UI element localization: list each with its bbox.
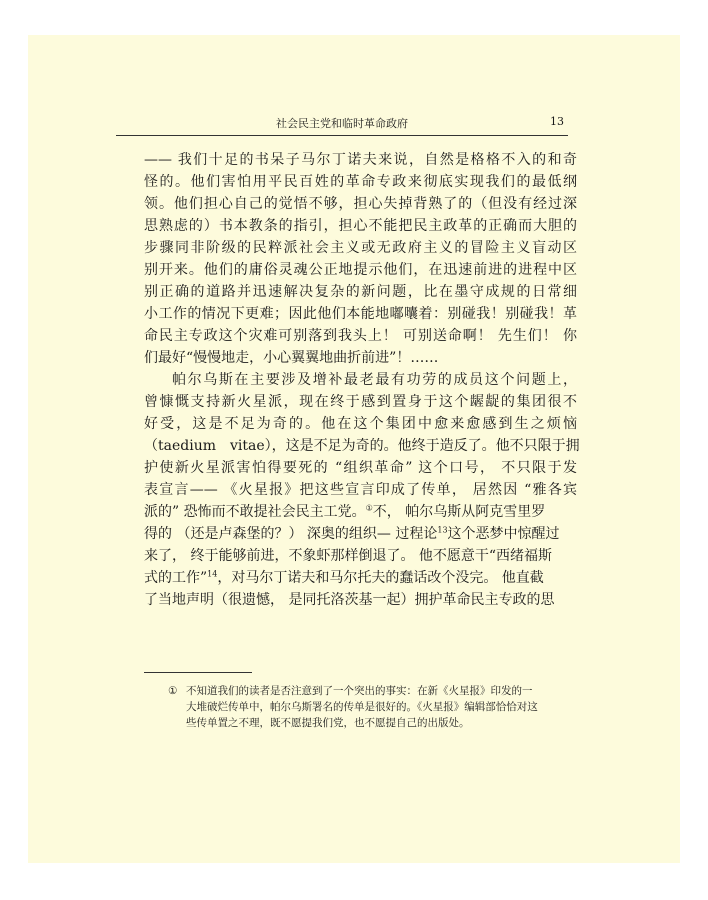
running-header (116, 113, 568, 136)
footnote-line: 些传单置之不理，既不愿提我们党，也不愿提自己的出版处。 (186, 717, 470, 729)
text-line: （taedium vitae），这是不足为奇的。他终于造反了。他不只限于拥 (144, 438, 580, 454)
text-line: 领。他们担心自己的觉悟不够，担心失掉背熟了的（但没有经过深 (144, 196, 577, 212)
page-number: 13 (550, 115, 564, 128)
text-line: 怪的。他们害怕用平民百姓的革命专政来彻底实现我们的最低纲 (144, 174, 577, 190)
text-line: 好受，这是不足为奇的。他在这个集团中愈来愈感到生之烦恼 (144, 416, 577, 432)
text-line: 帕尔乌斯在主要涉及增补最老最有功劳的成员这个问题上， (172, 372, 577, 388)
footnote-marker: ① (168, 685, 178, 697)
text-line: 表宣言—— 《火星报》把这些宣言印成了传单， 居然因 “雅各宾 (144, 482, 577, 498)
text-line (144, 502, 545, 522)
text-segment: 式的工作” (144, 570, 208, 586)
text-line: 步骤同非阶级的民粹派社会主义或无政府主义的冒险主义盲动区 (144, 240, 577, 256)
text-segment: 这个恶梦中惊醒过 (447, 526, 560, 542)
endnote-reference[interactable]: 13 (437, 525, 448, 535)
text-line: 护使新火星派害怕得要死的 “组织革命” 这个口号， 不只限于发 (144, 460, 577, 476)
footnote-reference[interactable]: ① (365, 503, 373, 513)
text-line: 小工作的情况下更难；因此他们本能地嘟囔着：别碰我！别碰我！革 (144, 306, 577, 322)
text-line: 曾慷慨支持新火星派，现在终于感到置身于这个龌龊的集团很不 (144, 394, 577, 410)
running-title: 社会民主党和临时革命政府 (276, 117, 408, 130)
text-line (144, 524, 560, 544)
text-segment: ，对马尔丁诺夫和马尔托夫的蠢话改个没完。 他直截 (217, 570, 544, 586)
text-line: 了当地声明（很遗憾， 是同托洛茨基一起）拥护革命民主专政的思 (144, 592, 555, 608)
text-line (144, 568, 544, 588)
text-line: 们最好“慢慢地走，小心翼翼地曲折前进”！…… (144, 350, 439, 366)
text-segment: 得的 （还是卢森堡的？） 深奥的组织— 过程论 (144, 526, 438, 542)
text-line: —— 我们十足的书呆子马尔丁诺夫来说，自然是格格不入的和奇 (144, 152, 577, 168)
text-segment: 不， 帕尔乌斯从阿克雪里罗 (372, 504, 546, 520)
endnote-reference[interactable]: 14 (207, 569, 218, 579)
text-line: 别开来。他们的庸俗灵魂公正地提示他们，在迅速前进的进程中区 (144, 262, 577, 278)
footnote-line: 大堆破烂传单中，帕尔乌斯署名的传单是很好的。《火星报》编辑部恰恰对这 (186, 701, 538, 713)
text-segment: 派的” 恐怖而不敢提社会民主工党。 (144, 504, 366, 520)
text-line: 思熟虑的）书本教条的指引，担心不能把民主政革的正确而大胆的 (144, 218, 577, 234)
text-line: 别正确的道路并迅速解决复杂的新问题，比在墨守成规的日常细 (144, 284, 577, 300)
footnote-line: 不知道我们的读者是否注意到了一个突出的事实：在新《火星报》印发的一 (186, 685, 533, 697)
text-line: 来了， 终于能够前进，不象虾那样倒退了。 他不愿意干“西绪福斯 (144, 548, 553, 564)
text-line: 命民主专政这个灾难可别落到我头上！ 可别送命啊！ 先生们！ 你 (144, 328, 577, 344)
footnote-divider (144, 672, 252, 673)
